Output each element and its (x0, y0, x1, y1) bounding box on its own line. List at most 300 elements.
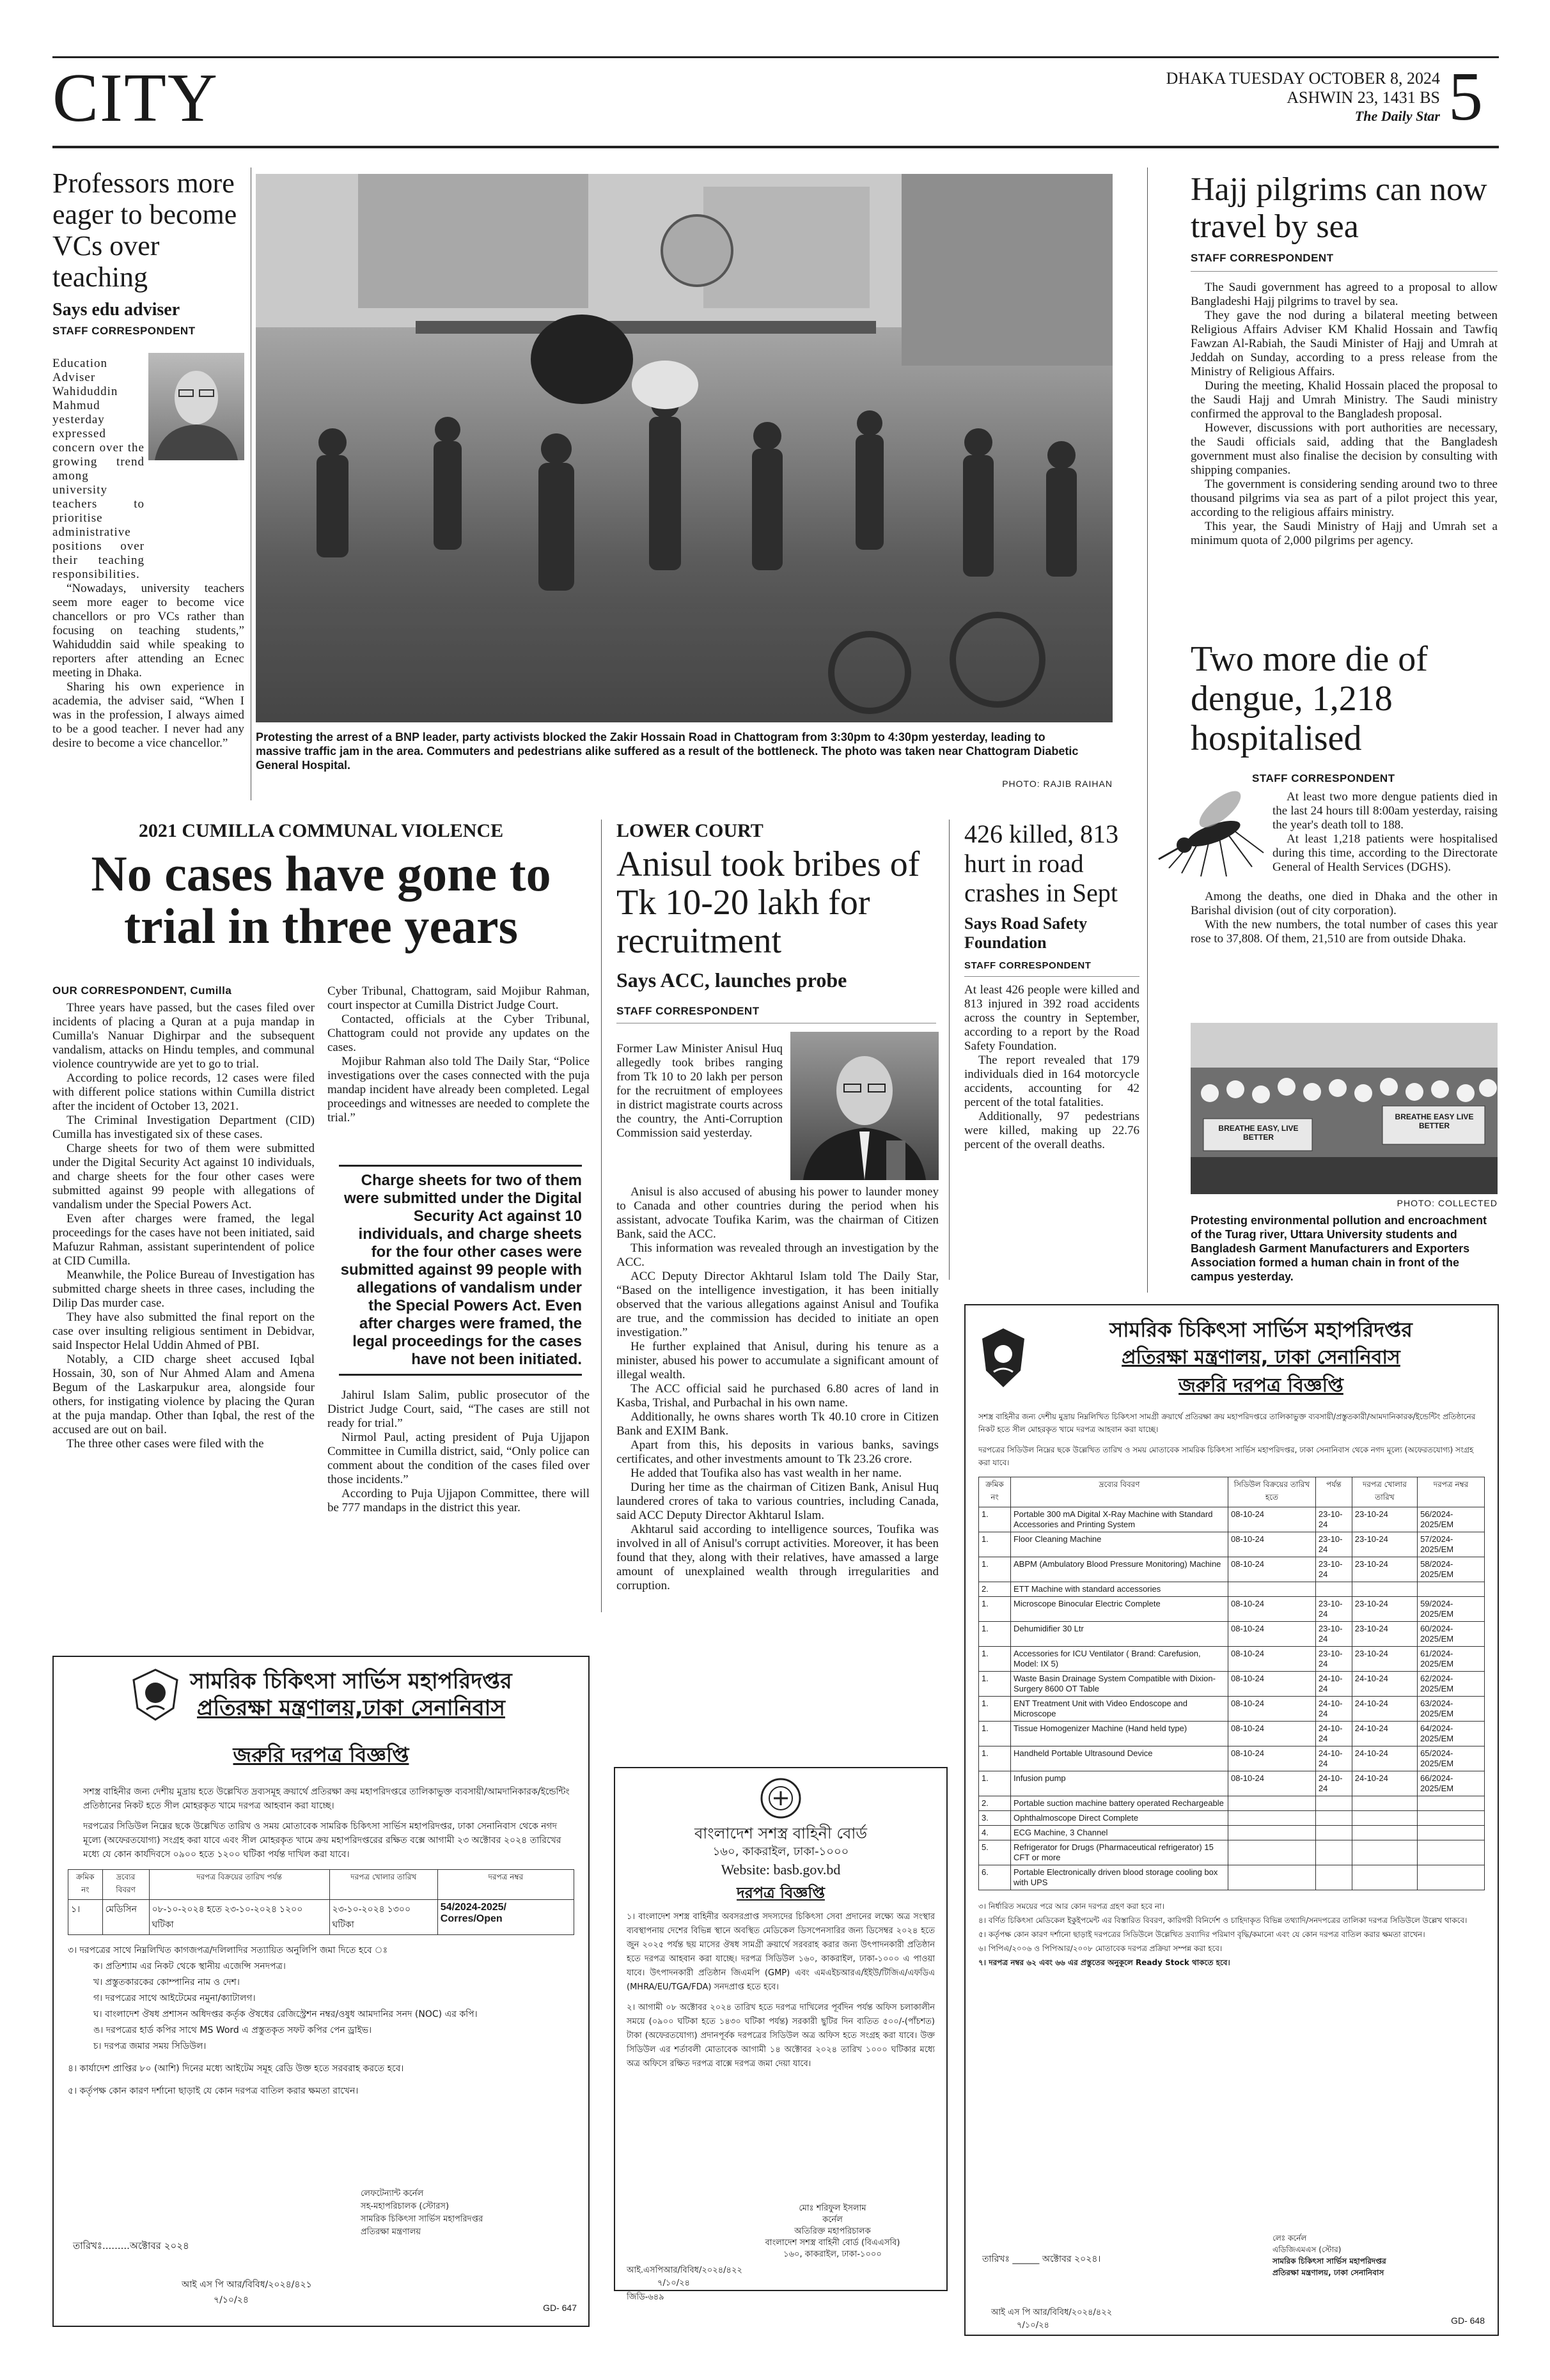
professors-subhead: Says edu adviser (52, 300, 180, 320)
table-row (979, 1722, 1485, 1746)
signer-rank: লেঃ কর্নেল (1272, 2234, 1307, 2243)
signer-office: সামরিক চিকিৎসা সার্ভিস মহাপরিদপ্তর (1272, 2257, 1386, 2266)
anisul-p3: ACC Deputy Director Akhtarul Islam told The Daily Star, “Based on the intelligence investigation, it has been initially observed that the various allegations against Anisul and Toufika are true, and the commission has decided to initiate an open investigation.” (616, 1270, 939, 1339)
signer-title: এডিজিএমএস (স্টোর) (1272, 2245, 1342, 2254)
ad-left-para-1: সশস্ত্র বাহিনীর জন্য দেশীয় মুদ্রায় হতে উল্লেখিত দ্রব্যসমূহ ক্রয়ার্থে প্রতিরক্ষা ক্রয় মহাপরিদপ্তরে তালিকাভুক্ত ব্যবসায়ী/আমদানিকারক/ইন্ডেন্টিং প্রতিষ্ঠানের নিকট হতে সীল মোহরকৃত খামে দরপত্র আহবান করা যাচ্ছে। (83, 1787, 570, 1811)
cumilla-p8: Notably, a CID charge sheet accused Iqbal Hossain, 30, son of Nur Ahmed Alam and Amena Begum of the Laskarpukur area, alongside four others, for instigating violence by placing the Quran at the puja mandap. Other than Iqbal, the rest of the accused are out on bail. (52, 1353, 315, 1436)
table-cell: 5. (979, 1840, 1011, 1865)
page-number: 5 (1448, 59, 1483, 135)
table-cell: 23-10-24 (1352, 1532, 1417, 1557)
emblem-icon (130, 1667, 181, 1722)
table-cell: 1. (979, 1771, 1011, 1796)
ad-right-table-body (979, 1507, 1485, 1890)
dengue-body (1272, 790, 1498, 875)
ad-left-signature (361, 2188, 483, 2239)
table-cell: Tissue Homogenizer Machine (Hand held type) (1011, 1722, 1228, 1746)
table-cell (1418, 1582, 1485, 1597)
main-photo-caption: Protesting the arrest of a BNP leader, party activists blocked the Zakir Hossain Road in Chattogram from 3:30pm to 4:30pm yesterday, leading to massive traffic jam in the area. Commuters and pedestrians alike suffered as a result of the bottleneck. The photo was taken near Chattogram Diabetic General Hospital. (256, 731, 1079, 772)
table-cell: 63/2024-2025/EM (1418, 1697, 1485, 1722)
table-cell (1418, 1840, 1485, 1865)
ad-right-gd: GD- 648 (1451, 2315, 1485, 2326)
anisul-body (616, 1185, 939, 1593)
road-p1: At least 426 people were killed and 813 injured in 392 road accidents across the country in September, according to a report by the Road Safety Foundation. (964, 983, 1139, 1053)
table-cell (1352, 1582, 1417, 1597)
mosquito-illustration (1156, 784, 1265, 880)
anisul-story-head (616, 820, 936, 1023)
table-cell: 1. (979, 1722, 1011, 1746)
table-cell: 08-10-24 (1228, 1647, 1316, 1672)
ad-right-title-2: প্রতিরক্ষা মন্ত্রণালয়, ঢাকা সেনানিবাস (1122, 1346, 1400, 1369)
table-cell: 56/2024-2025/EM (1418, 1507, 1485, 1532)
table-row (68, 1900, 574, 1935)
cumilla-p14: Nirmol Paul, acting president of Puja Ujjapon Committee in Cumilla district, said, “Only police can comment about the condition of the cases filed over those incidents.” (327, 1431, 590, 1486)
ad-right-item: ৪। বর্ণিত চিকিৎসা মেডিকেল ইকুইপমেন্ট এর বিস্তারিত বিবরণ, কারিগরী বিনির্দেশ ও চাহিদাকৃত বিভিন্ন তথ্যাদি/সনদপত্রের তালিকা দরপত্র সিডিউলে উল্লেখ থাকবে। (978, 1916, 1468, 1925)
column-divider (949, 820, 950, 1280)
professors-headline: Professors more eager to become VCs over teaching (52, 167, 237, 293)
dengue-para-2: At least 1,218 patients were hospitalised during this time, according to the Directorate General of Health Services (DGHS). (1272, 832, 1498, 874)
table-cell: 23-10-24 (1352, 1622, 1417, 1647)
table-cell: 24-10-24 (1352, 1722, 1417, 1746)
banner-text-2: BREATHE EASY LIVE BETTER (1395, 1112, 1474, 1130)
signer-ministry: প্রতিরক্ষা মন্ত্রণালয় (361, 2227, 421, 2237)
professors-body (52, 357, 244, 751)
signer-address: ১৬০, কাকরাইল, ঢাকা-১০০০ (783, 2250, 882, 2259)
ad-left-item: খ। প্রস্তুতকারকের কোম্পানির নাম ও দেশ। (93, 1977, 240, 1987)
ad-right-item: ৬। পিপিএ/২০০৬ ও পিপিআর/২০০৮ মোতাবেক দরপত্র প্রক্রিয়া সম্পন্ন করা হবে। (978, 1944, 1223, 1953)
table-cell: ১। (68, 1900, 103, 1935)
dateline-block (1151, 69, 1440, 125)
ad-right-item: ৭। দরপত্র নম্বর ৬২ এবং ৬৬ এর প্রস্তুতের অনুকূলে Ready Stock থাকতে হবে। (978, 1958, 1230, 1967)
table-cell: ENT Treatment Unit with Video Endoscope and Microscope (1011, 1697, 1228, 1722)
ad-right-header (978, 1316, 1485, 1400)
table-cell: 24-10-24 (1352, 1771, 1417, 1796)
cumilla-p13: Jahirul Islam Salim, public prosecutor of the District Judge Court, said, “The cases are still not ready for trial.” (327, 1388, 590, 1430)
ad-right-item: ৫। কর্তৃপক্ষ কোন কারণ দর্শানো ছাড়াই দরপত্রের সিডিউলে উল্লেখিত দ্রব্যাদির পরিমাণ বৃদ্ধি/কমানো এবং যে কোন দরপত্র বাতিল করার ক্ষমতা রাখেন। (978, 1930, 1425, 1939)
table-header-row (979, 1477, 1485, 1507)
road-byline: STAFF CORRESPONDENT (964, 960, 1139, 977)
paper-name: The Daily Star (1354, 108, 1440, 124)
ad-right-title-3: জরুরি দরপত্র বিজ্ঞপ্তি (1178, 1374, 1343, 1397)
table-cell: 08-10-24 (1228, 1557, 1316, 1582)
table-cell (1418, 1796, 1485, 1811)
table-cell: 23-10-24 (1315, 1532, 1352, 1557)
tender-ad-right (964, 1304, 1499, 2336)
table-cell (1352, 1811, 1417, 1826)
ad-left-item: ৫। কর্তৃপক্ষ কোন কারণ দর্শানো ছাড়াই যে কোন দরপত্র বাতিল করার ক্ষমতা রাখেন। (68, 2086, 359, 2096)
table-cell: 24-10-24 (1352, 1672, 1417, 1697)
table-header: দরপত্র নম্বর (437, 1870, 574, 1900)
table-row (979, 1746, 1485, 1771)
ad-left-item: ৩। দরপত্রের সাথে নিম্নলিখিত কাগজপত্র/দলিলাদির সত্যায়িত অনুলিপি জমা দিতে হবে ঃ (68, 1945, 388, 1956)
road-story (964, 820, 1139, 1152)
cumilla-p7: They have also submitted the final report on the case over insulting religious sentiment in Debidvar, said Inspector Helal Uddin Ahmed of PBI. (52, 1311, 315, 1352)
hajj-story (1191, 171, 1498, 548)
table-cell: 23-10-24 (1352, 1597, 1417, 1622)
road-body (964, 983, 1139, 1152)
signer-ministry: প্রতিরক্ষা মন্ত্রণালয়, ঢাকা সেনানিবাস (1272, 2268, 1384, 2277)
table-cell (1228, 1582, 1316, 1597)
ad-left-para-2: দরপত্রের সিডিউল নিম্নের ছকে উল্লেখিত তারিখ ও সময় মোতাবেক সামরিক চিকিৎসা সার্ভিস মহাপরিদপ্তর, ঢাকা সেনানিবাস থেকে নগদ মূল্যে (অফেরতযোগ্য) সংগ্রহ করা যাবে এবং সীল মোহরকৃত খামে ক্রয় মহাপরিদপ্তরের রক্ষিত বক্সে আগামী ২৩ অক্টোবর ২০২৪ তারিখের মধ্যে যে কোন কার্যদিবসে ০৯০০ হতে ১২০০ ঘটিকা পর্যন্ত দাখিল করা যাবে। (83, 1821, 561, 1860)
ad-left-item: ঘ। বাংলাদেশ ঔষধ প্রশাসন অধিদপ্তর কর্তৃক ঔষধের রেজিস্ট্রেশন নম্বর/ওষুধ আমদানির সনদ (NOC) এর কপি। (93, 2009, 478, 2019)
table-row (979, 1557, 1485, 1582)
ad-left-item: গ। দরপত্রের সাথে আইটেমের নমুনা/ক্যাটালগ। (93, 1993, 256, 2003)
anisul-p5: The ACC official said he purchased 6.80 acres of land in Kasba, Trishal, and Purbachal in his own name. (616, 1382, 939, 1410)
professors-byline: STAFF CORRESPONDENT (52, 325, 196, 337)
cumilla-p5: Even after charges were framed, the legal proceedings for the cases have not been initiated, said Mafuzur Rahman, assistant superintendent of police at CID Cumilla. (52, 1212, 315, 1268)
hajj-para-4: However, discussions with port authorities are necessary, the Saudi officials said, adding that the Bangladesh government must also finalise the decision by consulting with shipping companies. (1191, 421, 1498, 477)
ad-left-ref: আই এস পি আর/বিবিধ/২০২৪/৪২১ (182, 2280, 312, 2290)
table-header: দ্রব্যের বিবরণ (1011, 1477, 1228, 1507)
table-header: ক্রমিক নং (68, 1870, 103, 1900)
ad-right-date: তারিখঃ ______ অক্টোবর ২০২৪। (982, 2254, 1101, 2264)
anisul-p2: This information was revealed through an investigation by the ACC. (616, 1241, 939, 1269)
dengue-story (1191, 639, 1498, 758)
table-cell: 1. (979, 1746, 1011, 1771)
table-cell (1228, 1811, 1316, 1826)
table-cell: 23-10-24 (1315, 1557, 1352, 1582)
cumilla-p12: Mojibur Rahman also told The Daily Star, “Police investigations over the cases connected with the puja mandap incident have already been completed. Legal proceedings and witnesses are needed to complete the trial.” (327, 1055, 590, 1124)
dengue-byline: STAFF CORRESPONDENT (1252, 772, 1395, 784)
table-cell: 08-10-24 (1228, 1597, 1316, 1622)
cumilla-p10: Cyber Tribunal, Chattogram, said Mojibur Rahman, court inspector at Cumilla District Judge Court. (327, 984, 590, 1012)
cumilla-headline: No cases have gone to trial in three years (91, 846, 551, 954)
ad-right-table (978, 1477, 1485, 1890)
table-cell: 1. (979, 1672, 1011, 1697)
dengue-para-1: At least two more dengue patients died in the last 24 hours till 8:00am yesterday, raising the year's death toll to 188. (1272, 790, 1498, 832)
table-cell: 08-10-24 (1228, 1722, 1316, 1746)
table-cell (1418, 1865, 1485, 1890)
table-cell: 2. (979, 1796, 1011, 1811)
table-row (979, 1865, 1485, 1890)
basb-emblem-icon (760, 1777, 802, 1819)
professors-para-1: Education Adviser Wahiduddin Mahmud yesterday expressed concern over the growing trend among university teachers to prioritise administrative positions over their teaching responsibilities. (52, 357, 145, 581)
signer-name: মোঃ শরিফুল ইসলাম (799, 2204, 866, 2213)
table-cell: 1. (979, 1557, 1011, 1582)
table-cell (1352, 1865, 1417, 1890)
table-row (979, 1582, 1485, 1597)
anisul-p10: Akhtarul said according to intelligence sources, Toufika was involved in all of Anisul's corrupt activities. Moreover, it has been found that they, along with their relatives, have amassed a large amount of unexplained wealth through irregularities and corruption. (616, 1523, 939, 1592)
ad-left-item: চ। দরপত্র জমার সময় সিডিউল। (93, 2041, 207, 2051)
table-cell: Infusion pump (1011, 1771, 1228, 1796)
cumilla-col-1 (52, 1001, 315, 1451)
table-cell: 1. (979, 1697, 1011, 1722)
table-cell: Floor Cleaning Machine (1011, 1532, 1228, 1557)
hajj-byline: STAFF CORRESPONDENT (1191, 252, 1498, 272)
dengue-para-3: Among the deaths, one died in Dhaka and the other in Barishal division (out of city corporation). (1191, 890, 1498, 917)
dengue-headline: Two more die of dengue, 1,218 hospitalised (1191, 639, 1428, 758)
signer-office: বাংলাদেশ সশস্ত্র বাহিনী বোর্ড (বিএএসবি) (765, 2238, 900, 2248)
ad-right-signature (1272, 2232, 1386, 2278)
table-row (979, 1697, 1485, 1722)
ad-mid-title-1: বাংলাদেশ সশস্ত্র বাহিনী বোর্ড (694, 1824, 868, 1842)
anisul-kicker: LOWER COURT (616, 820, 763, 841)
ad-mid-signature (730, 2203, 935, 2260)
table-row (979, 1771, 1485, 1796)
table-cell: 08-10-24 (1228, 1507, 1316, 1532)
table-cell (1315, 1811, 1352, 1826)
cumilla-p9: The three other cases were filed with the (67, 1437, 264, 1451)
banner-text-1: BREATHE EASY, LIVE BETTER (1218, 1124, 1299, 1142)
table-cell: Portable 300 mA Digital X-Ray Machine with Standard Accessories and Printing System (1011, 1507, 1228, 1532)
ad-left-item: ক। প্রতিশ্যাম এর নিকট থেকে স্থানীয় এজেন্সি সনদপত্র। (93, 1961, 286, 1972)
anisul-p6: Additionally, he owns shares worth Tk 40.10 crore in Citizen Bank and EXIM Bank. (616, 1410, 939, 1438)
table-cell (1228, 1796, 1316, 1811)
section-title: CITY (52, 60, 219, 136)
table-cell: 62/2024-2025/EM (1418, 1672, 1485, 1697)
human-chain-photo (1191, 1023, 1498, 1194)
ad-mid-para-2: ২। আগামী ০৮ অক্টোবর ২০২৪ তারিখ হতে দরপত্র দাখিলের পূর্বদিন পর্যন্ত অফিস চলাকালীন সময়ে (০৯০০ ঘটিকা হতে ১৪৩০ ঘটিকা পর্যন্ত) সরকারী ছুটির দিন ব্যতিত ৫০০/-(পাঁচশত) টাকা (অফেরতযোগ্য) প্রদানপূর্বক দরপত্রের সিডিউল অত্র অফিস হতে সংগ্রহ করা যাবে। উক্ত সিডিউল এর শর্তাবলী মোতাবেক আগামী ১৪ অক্টোবর ২০২৪ তারিখ ১০০০ ঘটিকার মধ্যে অত্র অফিসে রক্ষিত দরপত্র বাক্সে দরপত্র জমা দেয়া যাবে। (627, 2003, 935, 2069)
professors-para-2: “Nowadays, university teachers seem more eager to become vice chancellors or pro VCs rather than focusing on teaching students,” Wahiduddin said while speaking to reporters after attending an Ecnec meeting in Dhaka. (52, 582, 244, 680)
anisul-p9: During her time as the chairman of Citizen Bank, Anisul Huq laundered crores of taka to various countries, including Canada, said ACC Deputy Director Akhtarul Islam. (616, 1481, 939, 1522)
professors-story (52, 167, 244, 338)
table-cell (1315, 1796, 1352, 1811)
cumilla-col-2-bottom (327, 1388, 590, 1515)
table-cell: Handheld Portable Ultrasound Device (1011, 1746, 1228, 1771)
signer-rank: কর্নেল (822, 2215, 843, 2225)
table-cell (1228, 1865, 1316, 1890)
ad-mid-ref: আই.এসপিআর/বিবিধ/২০২৪/৪২২ (627, 2266, 742, 2275)
masthead-rule (52, 146, 1499, 148)
ad-right-ref-date: ৭/১০/২৪ (1017, 2321, 1049, 2330)
ad-mid-title-2: দরপত্র বিজ্ঞপ্তি (737, 1884, 825, 1902)
table-header: দরপত্র নম্বর (1418, 1477, 1485, 1507)
table-cell: ETT Machine with standard accessories (1011, 1582, 1228, 1597)
ad-mid-gd: জিডি-৬৪৯ (627, 2292, 664, 2302)
hajj-para-1: The Saudi government has agreed to a proposal to allow Bangladeshi Hajj pilgrims to travel by sea. (1191, 281, 1498, 308)
table-cell (1228, 1826, 1316, 1840)
ad-right-para-1: সশস্ত্র বাহিনীর জন্য দেশীয় মুদ্রায় নিম্নলিখিত চিকিৎসা সামগ্রী ক্রয়ার্থে প্রতিরক্ষা ক্রয় মহাপরিদপ্তরে তালিকাভুক্ত ব্যবসায়ী/প্রস্তুতকারী/আমদানিকারক/ইন্ডেন্টিং প্রতিষ্ঠানের নিকট হতে সীল মোহরকৃত খামে দরপত্র আহবান করা যাচ্ছে। (978, 1412, 1476, 1434)
ad-right-ref: আই এস পি আর/বিবিধ/২০২৪/৪২২ (991, 2308, 1113, 2317)
table-cell: 24-10-24 (1315, 1746, 1352, 1771)
human-chain-caption: Protesting environmental pollution and encroachment of the Turag river, Uttara University students and Bangladesh Garment Manufacturers and Exporters Association formed a human chain in front of the campus yesterday. (1191, 1214, 1487, 1283)
table-cell: 57/2024-2025/EM (1418, 1532, 1485, 1557)
table-cell: 23-10-24 (1315, 1597, 1352, 1622)
bangla-date: ASHWIN 23, 1431 BS (1287, 88, 1440, 107)
ad-left-item: ৪। কার্যাদেশ প্রাপ্তির ৮০ (আশি) দিনের মধ্যে আইটেম সমূহ রেডি উক্ত হতে সরবরাহ করতে হবে। (68, 2064, 404, 2074)
table-cell (1228, 1840, 1316, 1865)
table-cell: 24-10-24 (1315, 1697, 1352, 1722)
table-row (979, 1622, 1485, 1647)
anisul-headline: Anisul took bribes of Tk 10-20 lakh for recruitment (616, 844, 920, 961)
table-cell: 6. (979, 1865, 1011, 1890)
table-cell: Microscope Binocular Electric Complete (1011, 1597, 1228, 1622)
table-row (979, 1597, 1485, 1622)
cumilla-byline: OUR CORRESPONDENT, Cumilla (52, 984, 232, 997)
ad-left-ref-date: ৭/১০/২৪ (214, 2295, 249, 2305)
ad-left-title-3: জরুরি দরপত্র বিজ্ঞপ্তি (233, 1743, 409, 1767)
table-row (979, 1647, 1485, 1672)
table-cell: 08-10-24 (1228, 1697, 1316, 1722)
cumilla-col-2-top (327, 984, 590, 1125)
hajj-body (1191, 281, 1498, 548)
table-header: পর্যন্ত (1315, 1477, 1352, 1507)
table-cell: 59/2024-2025/EM (1418, 1597, 1485, 1622)
table-row (979, 1840, 1485, 1865)
cumilla-p2: According to police records, 12 cases were filed with different police stations within Cumilla district after the incident of October 13, 2021. (52, 1071, 315, 1113)
table-header-row (68, 1870, 574, 1900)
road-headline: 426 killed, 813 hurt in road crashes in Sept (964, 820, 1119, 907)
table-cell: ABPM (Ambulatory Blood Pressure Monitoring) Machine (1011, 1557, 1228, 1582)
anisul-lead-text: Former Law Minister Anisul Huq allegedly took bribes ranging from Tk 10 to 20 lakh per person for the recruitment of employees in district magistrate courts across the country, the Anti-Corruption Commission said yesterday. (616, 1042, 783, 1140)
table-header: দ্রব্যের বিবরণ (102, 1870, 149, 1900)
signer-title: সহ-মহাপরিচালক (স্টোরস) (361, 2202, 450, 2211)
table-cell: মেডিসিন (102, 1900, 149, 1935)
ad-left-title-1: সামরিক চিকিৎসা সার্ভিস মহাপরিদপ্তর (190, 1668, 512, 1694)
table-cell (1315, 1582, 1352, 1597)
table-cell: 08-10-24 (1228, 1672, 1316, 1697)
ad-left-title-2: প্রতিরক্ষা মন্ত্রণালয়,ঢাকা সেনানিবাস (197, 1695, 505, 1721)
table-cell: 24-10-24 (1352, 1697, 1417, 1722)
table-cell (1418, 1826, 1485, 1840)
table-cell (1315, 1826, 1352, 1840)
road-p2: The report revealed that 179 individuals died in 164 motorcycle accidents, accounting for 42 percent of the total fatalities. (964, 1054, 1139, 1109)
table-cell: Ophthalmoscope Direct Complete (1011, 1811, 1228, 1826)
cumilla-p4: Charge sheets for two of them were submitted under the Digital Security Act against 10 individuals, and charge sheets for the four other cases were submitted against 99 people with allegations of vandalism under the Special Powers Act. (52, 1142, 315, 1211)
table-cell: Portable suction machine battery operated Rechargeable (1011, 1796, 1228, 1811)
cumilla-p1: Three years have passed, but the cases filed over incidents of placing a Quran at a puja mandap in Cumilla's Nanuar Dighirpar and the subsequent vandalism, attacks on Hindu temples, and communal violence countrywide are yet to go to trial. (52, 1001, 315, 1071)
ad-right-title-1: সামরিক চিকিৎসা সার্ভিস মহাপরিদপ্তর (1109, 1318, 1413, 1342)
table-cell (1418, 1811, 1485, 1826)
dateline: DHAKA TUESDAY OCTOBER 8, 2024 (1166, 69, 1440, 88)
table-cell: 24-10-24 (1352, 1746, 1417, 1771)
protest-crowd-photo (256, 174, 1113, 722)
table-cell: 08-10-24 (1228, 1532, 1316, 1557)
table-cell: 60/2024-2025/EM (1418, 1622, 1485, 1647)
top-rule (52, 56, 1499, 58)
table-row (979, 1796, 1485, 1811)
table-cell: 1. (979, 1507, 1011, 1532)
ad-mid-address: ১৬০, কাকরাইল, ঢাকা-১০০০ (712, 1845, 849, 1858)
ad-left-date: তারিখঃ.........অক্টোবর ২০২৪ (73, 2240, 189, 2252)
cumilla-p6: Meanwhile, the Police Bureau of Investigation has submitted charge sheets in three cases, including the Dilip Das murder case. (52, 1268, 315, 1310)
table-cell: 24-10-24 (1315, 1771, 1352, 1796)
anisul-p1: Anisul is also accused of abusing his power to launder money to Canada and other countries during the period when his assistant, advocate Toufika Karim, was the chairman of Citizen Bank, said the ACC. (616, 1185, 939, 1241)
anisul-lead (616, 1042, 783, 1140)
table-cell: 08-10-24 (1228, 1746, 1316, 1771)
main-photo-credit: PHOTO: RAJIB RAIHAN (1002, 779, 1113, 789)
table-cell: 1. (979, 1597, 1011, 1622)
table-cell: 23-10-24 (1315, 1647, 1352, 1672)
table-cell: 64/2024-2025/EM (1418, 1722, 1485, 1746)
table-cell: 23-10-24 (1315, 1507, 1352, 1532)
hajj-para-6: This year, the Saudi Ministry of Hajj and Umrah set a minimum quota of 2,000 pilgrims per agency. (1191, 520, 1498, 547)
ad-mid-website: Website: basb.gov.bd (721, 1862, 841, 1878)
table-header: সিডিউল বিক্রয়ের তারিখ হতে (1228, 1477, 1316, 1507)
table-cell: ২৩-১০-২০২৪ ১৩০০ ঘটিকা (329, 1900, 437, 1935)
table-cell: 23-10-24 (1352, 1507, 1417, 1532)
table-header: দরপত্র খোলার তারিখ (1352, 1477, 1417, 1507)
table-cell (1315, 1865, 1352, 1890)
road-subhead: Says Road Safety Foundation (964, 914, 1088, 952)
table-cell: 24-10-24 (1315, 1672, 1352, 1697)
table-cell (1352, 1826, 1417, 1840)
column-divider (1147, 167, 1148, 1293)
hajj-para-3: During the meeting, Khalid Hossain placed the proposal to the Saudi Hajj and Umrah Ministry. The Saudi ministry confirmed the approval to the Bangladesh proposal. (1191, 379, 1498, 421)
cumilla-p3: The Criminal Investigation Department (CID) Cumilla has investigated six of these cases. (52, 1114, 315, 1141)
table-cell: 2. (979, 1582, 1011, 1597)
anisul-p8: He added that Toufika also has vast wealth in her name. (630, 1466, 902, 1480)
signer-office: সামরিক চিকিৎসা সার্ভিস মহাপরিদপ্তর (361, 2214, 483, 2224)
dengue-para-4: With the new numbers, the total number of cases this year rose to 37,808. Of them, 21,510 are from outside Dhaka. (1191, 918, 1498, 945)
table-cell (1352, 1796, 1417, 1811)
table-header: দরপত্র বিক্রয়ের তারিখ পর্যন্ত (149, 1870, 329, 1900)
table-cell: 54/2024-2025/ Corres/Open (437, 1900, 574, 1935)
cumilla-p11: Contacted, officials at the Cyber Tribunal, Chattogram could not provide any updates on the cases. (327, 1013, 590, 1054)
signer-rank: লেফটেন্যান্ট কর্নেল (361, 2189, 424, 2198)
anisul-p4: He further explained that Anisul, during his tenure as a minister, abused his power to accumulate a significant amount of illegal wealth. (616, 1340, 939, 1381)
cumilla-pullquote: Charge sheets for two of them were submitted under the Digital Security Act against 10 individuals, and charge sheets for the four other cases were submitted against 99 people with allegations of vandalism under the Special Powers Act. Even after charges were framed, the legal proceedings for the cases have not been initiated. (339, 1165, 582, 1376)
column-divider (601, 820, 602, 1612)
table-cell: 4. (979, 1826, 1011, 1840)
hajj-para-2: They gave the nod during a bilateral meeting between Religious Affairs Adviser KM Khalid Hossain and Tawfiq Fawzan Al-Rabiah, the Saudi Minister of Hajj and Umrah at Jeddah on Sunday, according to a press release from the Ministry of Religious Affairs. (1191, 309, 1498, 378)
table-cell: 1. (979, 1622, 1011, 1647)
table-row (979, 1672, 1485, 1697)
table-row (979, 1826, 1485, 1840)
emblem-icon (978, 1326, 1028, 1390)
table-cell: ECG Machine, 3 Channel (1011, 1826, 1228, 1840)
dengue-body-cont (1191, 890, 1498, 946)
cumilla-kicker: 2021 CUMILLA COMMUNAL VIOLENCE (138, 820, 504, 841)
ad-right-item: ৩। নির্ধারিত সময়ের পরে আর কোন দরপত্র গ্রহণ করা হবে না। (978, 1902, 1164, 1911)
tender-ad-left (52, 1656, 590, 2327)
table-cell: 3. (979, 1811, 1011, 1826)
ad-left-header (68, 1667, 574, 1722)
hajj-headline: Hajj pilgrims can now travel by sea (1191, 171, 1487, 245)
table-row (979, 1507, 1485, 1532)
anisul-byline: STAFF CORRESPONDENT (616, 1005, 936, 1023)
table-cell: Dehumidifier 30 Ltr (1011, 1622, 1228, 1647)
table-cell: Accessories for ICU Ventilator ( Brand: Carefusion, Model: IX 5) (1011, 1647, 1228, 1672)
table-cell: 58/2024-2025/EM (1418, 1557, 1485, 1582)
table-cell: Waste Basin Drainage System Compatible with Dixion- Surgery 8600 OT Table (1011, 1672, 1228, 1697)
table-cell: 08-10-24 (1228, 1622, 1316, 1647)
ad-mid-ref-date: ৭/১০/২৪ (657, 2278, 690, 2288)
table-header: ক্রমিক নং (979, 1477, 1011, 1507)
table-row (979, 1811, 1485, 1826)
table-cell: 23-10-24 (1352, 1557, 1417, 1582)
ad-left-table (68, 1869, 574, 1935)
table-cell: Portable Electronically driven blood storage cooling box with UPS (1011, 1865, 1228, 1890)
table-cell: ০৮-১০-২০২৪ হতে ২৩-১০-২০২৪ ১২০০ ঘটিকা (149, 1900, 329, 1935)
table-cell: 08-10-24 (1228, 1771, 1316, 1796)
table-cell (1352, 1840, 1417, 1865)
table-row (979, 1532, 1485, 1557)
table-cell: 1. (979, 1532, 1011, 1557)
ad-left-items (68, 1943, 574, 2099)
ad-left-gd: GD- 647 (543, 2303, 577, 2313)
human-chain-credit: PHOTO: COLLECTED (1397, 1198, 1498, 1208)
ad-left-item: ঙ। দরপত্রের হার্ড কপির সাথে MS Word এ প্রস্তুতকৃত সফট কপির পেন ড্রাইভ। (93, 2025, 372, 2035)
table-cell: 66/2024-2025/EM (1418, 1771, 1485, 1796)
anisul-subhead: Says ACC, launches probe (616, 968, 847, 992)
ad-right-para-2: দরপত্রের সিডিউল নিম্নের ছকে উল্লেখিত তারিখ ও সময় মোতাবেক সামরিক চিকিৎসা সার্ভিস মহাপরিদপ্তর, ঢাকা সেনানিবাস থেকে নগদ মূল্যে (অফেরতযোগ্য) সংগ্রহ করা যাবে। (978, 1445, 1474, 1467)
ad-right-items (978, 1899, 1485, 1970)
table-header: দরপত্র খোলার তারিখ (329, 1870, 437, 1900)
table-cell: 23-10-24 (1315, 1622, 1352, 1647)
table-cell: 65/2024-2025/EM (1418, 1746, 1485, 1771)
professors-para-3: Sharing his own experience in academia, the adviser said, “When I was in the profession, I always aimed to be a good teacher. I never had any desire to become a vice chancellor.” (52, 680, 244, 750)
table-cell: 1. (979, 1647, 1011, 1672)
road-p3: Additionally, 97 pedestrians were killed, making up 22.76 percent of the overall deaths. (964, 1110, 1139, 1151)
signer-title: অতিরিক্ত মহাপরিচালক (794, 2227, 871, 2236)
cumilla-p15: According to Puja Ujjapon Committee, there will be 777 mandaps in the district this year. (327, 1487, 590, 1514)
hajj-para-5: The government is considering sending around two to three thousand pilgrims via sea as part of a pilot project this year, according to the religious affairs ministry. (1191, 478, 1498, 519)
table-cell: 61/2024-2025/EM (1418, 1647, 1485, 1672)
table-cell: Refrigerator for Drugs (Pharmaceutical refrigerator) 15 CFT or more (1011, 1840, 1228, 1865)
table-cell: 23-10-24 (1352, 1647, 1417, 1672)
table-cell: 24-10-24 (1315, 1722, 1352, 1746)
anisul-portrait (790, 1032, 939, 1180)
